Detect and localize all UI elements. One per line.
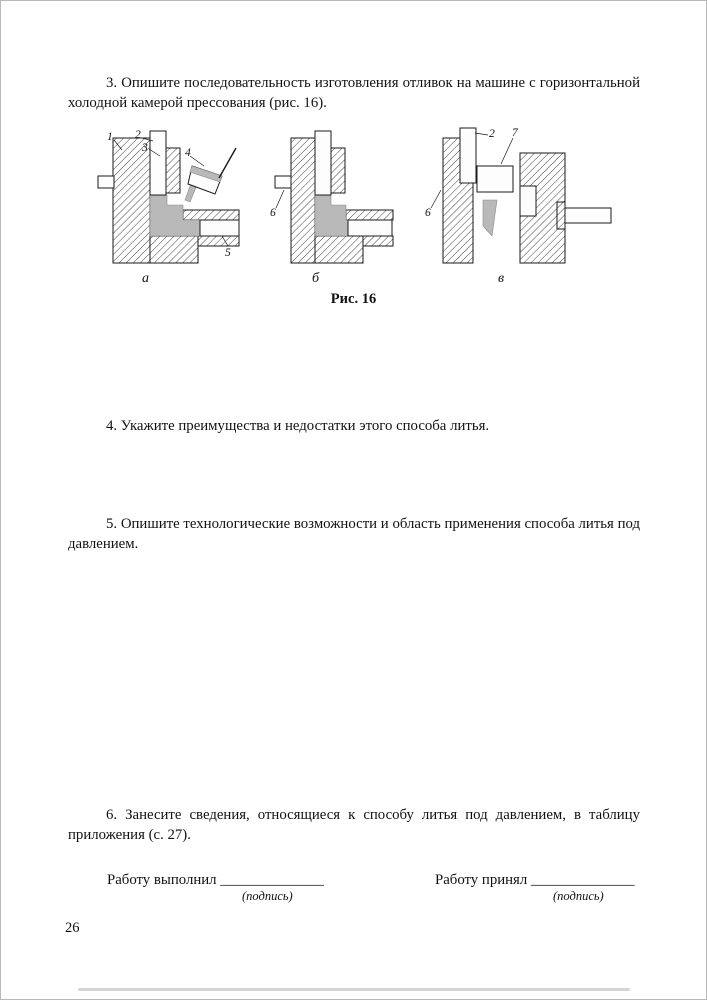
- signature-blank: ______________: [220, 872, 324, 888]
- leader-line-4: [190, 156, 204, 166]
- ejector-pin: [275, 176, 291, 188]
- leader-line-2: [475, 133, 488, 135]
- subfigure-letter-b: б: [312, 271, 320, 286]
- plunger-rod: [348, 220, 392, 236]
- die-cavity: [520, 186, 536, 216]
- signature-performed-label: Работу выполнил: [107, 872, 217, 888]
- subfigure-letter-v: в: [498, 271, 505, 286]
- callout-2: 2: [135, 129, 141, 141]
- signature-caption: (подпись): [553, 889, 604, 903]
- callout-7: 7: [512, 127, 518, 139]
- question-5-text: 5. Опишите технологические возможности и область применения способа литья под давлением.: [68, 516, 640, 552]
- callout-1: 1: [107, 131, 113, 143]
- callout-5: 5: [225, 247, 231, 259]
- question-4-text: 4. Укажите преимущества и недостатки этого способа литья.: [106, 418, 490, 434]
- ladle-handle: [219, 148, 236, 178]
- question-6-text: 6. Занесите сведения, относящиеся к способу литья под давлением, в таблицу приложения (с. 27).: [68, 807, 640, 843]
- leader-line-6: [276, 190, 284, 208]
- plunger-rod: [565, 208, 611, 223]
- signature-performed-line: [107, 872, 324, 889]
- signature-performed-block: [107, 872, 324, 904]
- diagram-v-ejection: [425, 127, 611, 286]
- callout-6: 6: [425, 207, 431, 219]
- figure-16-drawing: [90, 120, 620, 290]
- molten-metal: [315, 195, 348, 236]
- leader-line-7: [501, 138, 513, 164]
- chamber-wall: [166, 148, 180, 193]
- ejector-pin: [98, 176, 114, 188]
- subfigure-letter-a: а: [142, 271, 149, 286]
- die-block-left: [291, 138, 315, 263]
- scan-artifact-line: [78, 988, 630, 991]
- vertical-piston: [315, 131, 331, 195]
- signature-accepted-block: [435, 872, 635, 904]
- die-block-bottom: [150, 236, 198, 263]
- casting-biscuit: [477, 166, 513, 192]
- diagram-b-pressing: [270, 131, 393, 286]
- plunger-rod: [200, 220, 239, 236]
- chamber-wall: [331, 148, 345, 193]
- leader-line-6: [431, 190, 441, 208]
- signature-caption: (подпись): [242, 889, 293, 903]
- page-number: 26: [65, 920, 80, 936]
- question-3-text: 3. Опишите последовательность изготовления отливок на машине с горизонтальной холодной камерой прессования (рис. 16).: [68, 75, 640, 111]
- falling-casting: [483, 200, 497, 236]
- signature-accepted-label: Работу принял: [435, 872, 528, 888]
- die-block-bottom: [315, 236, 363, 263]
- chamber-top-wall: [346, 210, 393, 220]
- chamber-top-wall: [183, 210, 239, 220]
- die-block-left: [113, 138, 150, 263]
- callout-4: 4: [185, 147, 191, 159]
- callout-2: 2: [489, 128, 495, 140]
- vertical-piston: [460, 128, 476, 183]
- figure-caption: Рис. 16: [330, 291, 377, 307]
- rod-collar: [557, 202, 565, 229]
- callout-3: 3: [142, 142, 148, 154]
- signature-accepted-line: [435, 872, 635, 889]
- signature-blank: ______________: [530, 872, 635, 888]
- callout-6: 6: [270, 207, 276, 219]
- diagram-a-pouring: [98, 129, 239, 286]
